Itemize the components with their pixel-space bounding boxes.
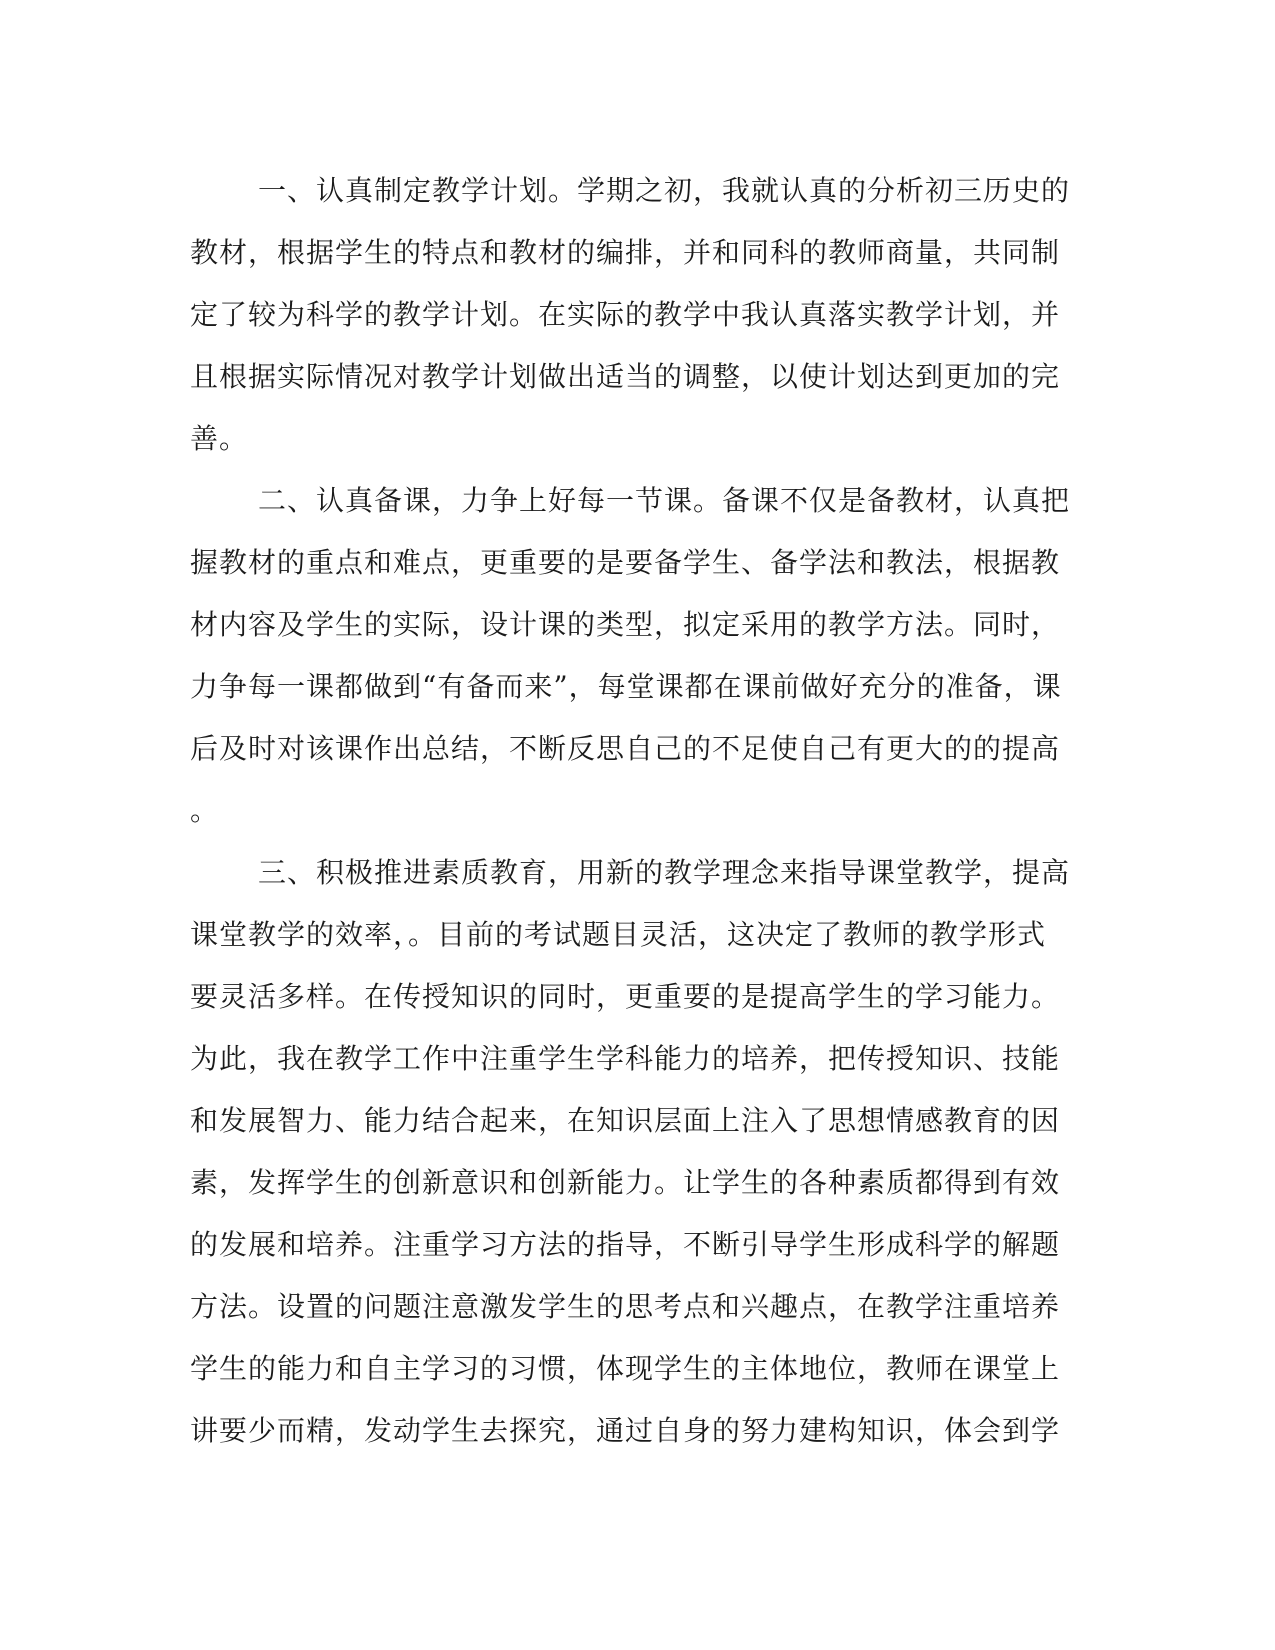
paragraph-line: 定了较为科学的教学计划。在实际的教学中我认真落实教学计划，并 (190, 298, 1061, 331)
paragraph-line: 三、积极推进素质教育，用新的教学理念来指导课堂教学，提高 (258, 856, 1071, 889)
paragraph-lesson-plan (190, 160, 1070, 470)
paragraph-line: 一、认真制定教学计划。学期之初，我就认真的分析初三历史的 (258, 174, 1071, 207)
paragraph-line: 且根据实际情况对教学计划做出适当的调整，以使计划达到更加的完 (190, 360, 1061, 393)
paragraph-line: 和发展智力、能力结合起来，在知识层面上注入了思想情感教育的因 (190, 1104, 1061, 1137)
paragraph-line: 材内容及学生的实际，设计课的类型，拟定采用的教学方法。同时， (190, 608, 1061, 641)
paragraph-line: 握教材的重点和难点，更重要的是要备学生、备学法和教法，根据教 (190, 546, 1061, 579)
paragraph-line: 课堂教学的效率，。目前的考试题目灵活，这决定了教师的教学形式 (190, 918, 1047, 951)
paragraph-lesson-preparation (190, 470, 1070, 842)
paragraph-line: 善。 (190, 422, 249, 455)
paragraph-line: 为此，我在教学工作中注重学生学科能力的培养，把传授知识、技能 (190, 1042, 1061, 1075)
paragraph-line: 方法。设置的问题注意激发学生的思考点和兴趣点，在教学注重培养 (190, 1290, 1061, 1323)
paragraph-line: 力争每一课都做到“有备而来”，每堂课都在课前做好充分的准备，课 (190, 670, 1062, 703)
paragraph-line: 二、认真备课，力争上好每一节课。备课不仅是备教材，认真把 (258, 484, 1071, 517)
paragraph-line: 讲要少而精，发动学生去探究，通过自身的努力建构知识，体会到学 (190, 1414, 1061, 1447)
paragraph-line: 教材，根据学生的特点和教材的编排，并和同科的教师商量，共同制 (190, 236, 1061, 269)
paragraph-line: 的发展和培养。注重学习方法的指导，不断引导学生形成科学的解题 (190, 1228, 1061, 1261)
document-body (190, 160, 1070, 1462)
paragraph-line: 后及时对该课作出总结，不断反思自己的不足使自己有更大的的提高 (190, 732, 1061, 765)
paragraph-quality-education (190, 842, 1070, 1462)
paragraph-line: 学生的能力和自主学习的习惯，体现学生的主体地位，教师在课堂上 (190, 1352, 1061, 1385)
paragraph-line: 要灵活多样。在传授知识的同时，更重要的是提高学生的学习能力。 (190, 980, 1061, 1013)
paragraph-line: 素，发挥学生的创新意识和创新能力。让学生的各种素质都得到有效 (190, 1166, 1061, 1199)
paragraph-line: 。 (190, 794, 220, 827)
